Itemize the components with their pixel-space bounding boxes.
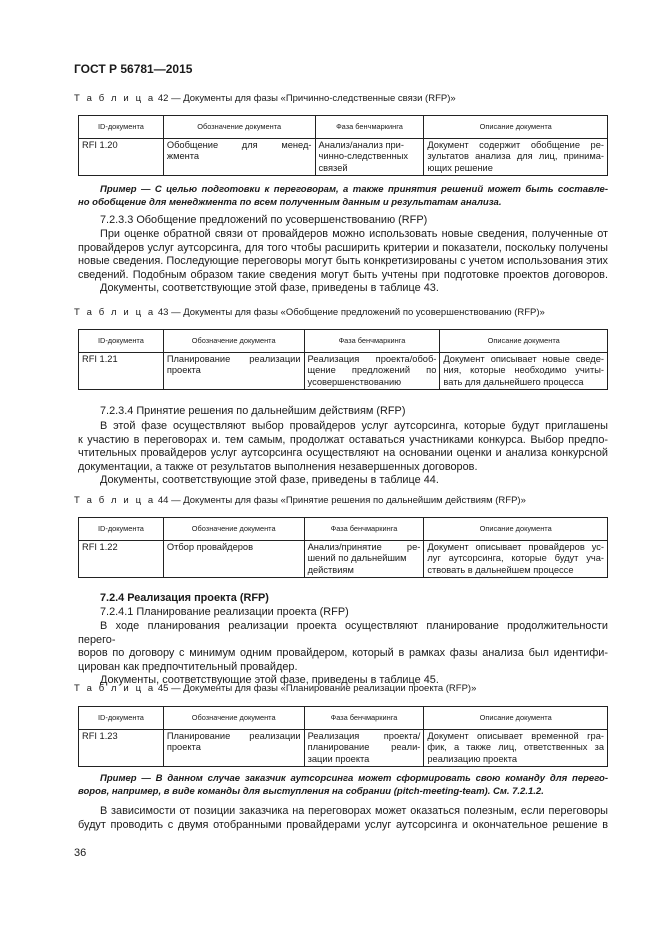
final-paragraph: В зависимости от позиции заказчика на переговорах может оказаться полезным, если переговоры будут проводить с двумя отобранными провайдерами услуг аутсорсинга и окончательное решение в (78, 805, 608, 831)
header-phase: Фаза бенчмаркинга (304, 330, 440, 353)
table-header-row (79, 518, 608, 541)
header-id: ID-документа (79, 330, 164, 353)
table-caption-text: 45 — Документы для фазы «Планирование реализации проекта (RFP)» (157, 683, 477, 694)
section-7-2-3-4-heading: 7.2.3.4 Принятие решения по дальнейшим действиям (RFP) (100, 405, 406, 417)
table-header-row (79, 330, 608, 353)
cell-id: RFI 1.20 (79, 139, 164, 176)
header-name: Обозначение документа (163, 116, 315, 139)
section-7-2-3-3-heading: 7.2.3.3 Обобщение предложений по усовершенствованию (RFP) (100, 214, 428, 226)
table-row (79, 139, 608, 176)
table-caption-text: 44 — Документы для фазы «Принятие решения по дальнейшим действиям (RFP)» (157, 495, 526, 506)
header-phase: Фаза бенчмаркинга (315, 116, 424, 139)
header-id: ID-документа (79, 518, 164, 541)
cell-description: Документ содержит обобщение ре- зультатов анализа для лиц, принима- ющих решение (424, 139, 608, 176)
section-7-2-4-1-heading: 7.2.4.1 Планирование реализации проекта (RFP) (100, 606, 349, 618)
cell-name: Планирование реализации проекта (163, 730, 304, 767)
header-phase: Фаза бенчмаркинга (304, 707, 424, 730)
table-42-caption (74, 93, 456, 104)
header-description: Описание документа (424, 116, 608, 139)
section-7-2-3-3-text: При оценке обратной связи от провайдеров можно использовать новые сведения, полученные от провайдеров услуг аутсорсинга, для того чтобы расширить критерии и показатели, поскольку получены новые сведения. Последующие переговоры могут быть конкретизированы с учетом использования этих сведений. Подобным образом такие сведения могут быть учтены при подготовке проектов договоров. Документы, соответствующие этой фазе, приведены в таблице 43. (78, 228, 608, 295)
table-row (79, 353, 608, 390)
table-caption-prefix: Т а б л и ц а (74, 93, 156, 104)
section-7-2-4-heading: 7.2.4 Реализация проекта (RFP) (100, 592, 269, 604)
header-id: ID-документа (79, 116, 164, 139)
table-row (79, 730, 608, 767)
table-44-caption (74, 495, 526, 506)
header-name: Обозначение документа (163, 707, 304, 730)
header-description: Описание документа (424, 518, 608, 541)
header-name: Обозначение документа (163, 518, 304, 541)
table-header-row (79, 116, 608, 139)
table-caption-prefix: Т а б л и ц а (74, 683, 156, 694)
example-note-2: Пример — В данном случае заказчик аутсорсинга может сформировать свою команду для перего- воров, например, в виде команды для выступления на собрании (pitch-meeting-team). См. 7.2.1.2. (78, 773, 608, 797)
document-header: ГОСТ Р 56781—2015 (74, 62, 193, 76)
cell-name: Обобщение для менед- жмента (163, 139, 315, 176)
table-43-caption (74, 307, 545, 318)
header-name: Обозначение документа (163, 330, 304, 353)
table-caption-prefix: Т а б л и ц а (74, 307, 156, 318)
table-header-row (79, 707, 608, 730)
table-42 (78, 115, 608, 176)
cell-id: RFI 1.23 (79, 730, 164, 767)
header-description: Описание документа (424, 707, 608, 730)
table-43 (78, 329, 608, 390)
table-45-caption (74, 683, 476, 694)
cell-description: Документ описывает новые сведе- ния, которые необходимо учиты- вать для дальнейшего процесса (440, 353, 608, 390)
table-caption-text: 43 — Документы для фазы «Обобщение предложений по усовершенствованию (RFP)» (157, 307, 545, 318)
cell-description: Документ описывает временной гра- фик, а также лиц, ответственных за реализацию проекта (424, 730, 608, 767)
section-7-2-4-1-text: В ходе планирования реализации проекта осуществляют планирование продолжительности перего- воров по договору с минимум одним провайдером, который в рамках фазы анализа был идентифи- цирован как предпочтительный провайдер. Документы, соответствующие этой фазе, приведены в таблице 45. (78, 620, 608, 687)
table-caption-prefix: Т а б л и ц а (74, 495, 156, 506)
page-number: 36 (74, 847, 87, 859)
example-note-1: Пример — С целью подготовки к переговорам, а также принятия решений может быть составле- но обобщение для менеджмента по всем полученным данным и результатам анализа. (78, 184, 608, 208)
cell-name: Планирование реализации проекта (163, 353, 304, 390)
header-id: ID-документа (79, 707, 164, 730)
section-7-2-3-4-text: В этой фазе осуществляют выбор провайдеров услуг аутсорсинга, которые будут приглашены к участию в переговорах и. тем самым, продолжат оставаться участниками конкурса. Выбор предпо- чтительных провайдеров услуг аутсорсинга осуществляют на основании оценки и анализа конкурсной документации, а также от результатов выполнения незавершенных договоров. Документы, соответствующие этой фазе, приведены в таблице 44. (78, 420, 608, 487)
cell-phase: Анализ/принятие ре- шений по дальнейшим действиям (304, 541, 424, 578)
cell-id: RFI 1.22 (79, 541, 164, 578)
cell-phase: Реализация проекта/обоб- щение предложений по усовершенствованию (304, 353, 440, 390)
cell-description: Документ описывает провайдеров ус- луг аутсорсинга, которые будут уча- ствовать в дальнейшем процессе (424, 541, 608, 578)
table-row (79, 541, 608, 578)
header-phase: Фаза бенчмаркинга (304, 518, 424, 541)
table-44 (78, 517, 608, 578)
header-description: Описание документа (440, 330, 608, 353)
cell-phase: Реализация проекта/ планирование реали- зации проекта (304, 730, 424, 767)
cell-phase: Анализ/анализ при- чинно-следственных связей (315, 139, 424, 176)
cell-id: RFI 1.21 (79, 353, 164, 390)
table-45 (78, 706, 608, 767)
cell-name: Отбор провайдеров (163, 541, 304, 578)
table-caption-text: 42 — Документы для фазы «Причинно-следственные связи (RFP)» (157, 93, 456, 104)
